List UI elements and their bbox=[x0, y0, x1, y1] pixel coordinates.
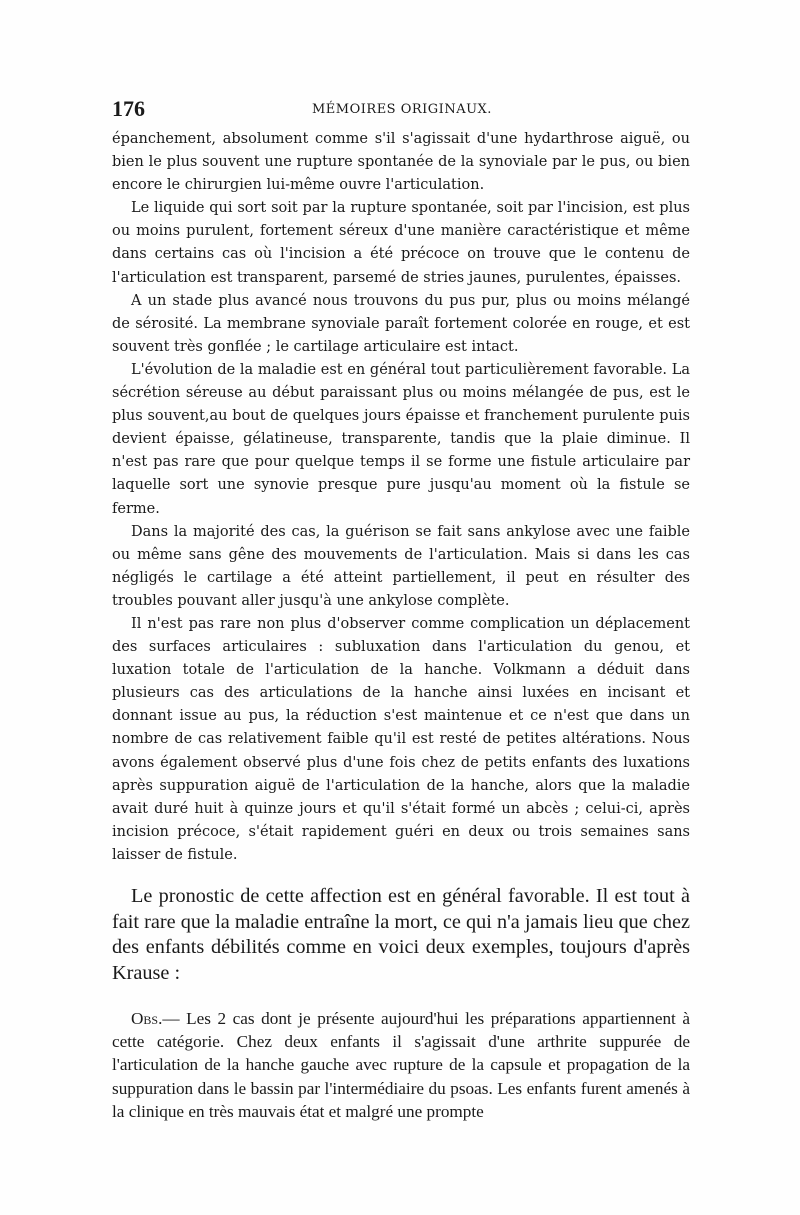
paragraph: Il n'est pas rare non plus d'observer comme complication un déplacement des surfaces articulaires : subluxation dans l'articulation du genou, et luxation totale de l'articulation de la hanche. Volkmann a déduit dans plusieurs cas des articulations de la hanche ainsi luxées en incisant et donnant issue au pus, la réduction s'est maintenue et ce n'est que dans un nombre de cas relativement faible qu'il est resté de petites altérations. Nous avons également observé plus d'une fois chez de petits enfants des luxations après suppuration aiguë de l'articulation de la hanche, alors que la maladie avait duré huit à quinze jours et qu'il s'était formé un abcès ; celui-ci, après incision précoce, s'était rapidement guéri en deux ou trois semaines sans laisser de fistule. bbox=[112, 615, 690, 863]
paragraph: Dans la majorité des cas, la guérison se fait sans ankylose avec une faible ou même sans gêne des mouvements de l'articulation. Mais si dans les cas négligés le cartilage a été atteint partiellement, il peut en résulter des troubles pouvant aller jusqu'à une ankylose complète. bbox=[112, 523, 690, 609]
observation-text: — Les 2 cas dont je présente aujourd'hui les préparations appartiennent à cette catégorie. Chez deux enfants il s'agissait d'une arthrite suppurée de l'articulation de la hanche gauche avec rupture de la capsule et propagation de la suppuration dans le bassin par l'intermédiaire du psoas. Les enfants furent amenés à la clinique en très mauvais état et malgré une prompte bbox=[112, 1009, 690, 1121]
running-head: MÉMOIRES ORIGINAUX. bbox=[312, 102, 492, 117]
prognosis-section bbox=[112, 884, 690, 986]
paragraph: L'évolution de la maladie est en général tout particulièrement favorable. La sécrétion séreuse au début paraissant plus ou moins mélangée de pus, est le plus souvent,au bout de quelques jours épaisse et franchement purulente puis devient épaisse, gélatineuse, transparente, tandis que la plaie diminue. Il n'est pas rare que pour quelque temps il se forme une fistule articulaire par laquelle sort une synovie presque pure jusqu'au moment où la fistule se ferme. bbox=[112, 361, 690, 517]
paragraph: A un stade plus avancé nous trouvons du pus pur, plus ou moins mélangé de sérosité. La membrane synoviale paraît fortement colorée en rouge, et est souvent très gonflée ; le cartilage articulaire est intact. bbox=[112, 292, 690, 355]
observation-section bbox=[112, 1007, 690, 1123]
paragraph-continuation: épanchement, absolument comme s'il s'agissait d'une hydarthrose aiguë, ou bien le plus souvent une rupture spontanée de la synoviale par le pus, ou bien encore le chirurgien lui-même ouvre l'articulation. bbox=[112, 131, 690, 194]
page-number: 176 bbox=[112, 96, 145, 121]
observation-label: Obs. bbox=[131, 1009, 163, 1028]
observation-paragraph bbox=[112, 1007, 690, 1123]
body-text bbox=[112, 128, 690, 867]
prognosis-paragraph: Le pronostic de cette affection est en général favorable. Il est tout à fait rare que la maladie entraîne la mort, ce qui n'a jamais lieu que chez des enfants débilités comme en voici deux exemples, toujours d'après Krause : bbox=[112, 885, 690, 984]
paragraph: Le liquide qui sort soit par la rupture spontanée, soit par l'incision, est plus ou moins purulent, fortement séreux d'une manière caractéristique et même dans certains cas où l'incision a été précoce on trouve que le contenu de l'articulation est transparent, parsemé de stries jaunes, purulentes, épaisses. bbox=[112, 200, 690, 286]
page-header bbox=[112, 96, 692, 122]
